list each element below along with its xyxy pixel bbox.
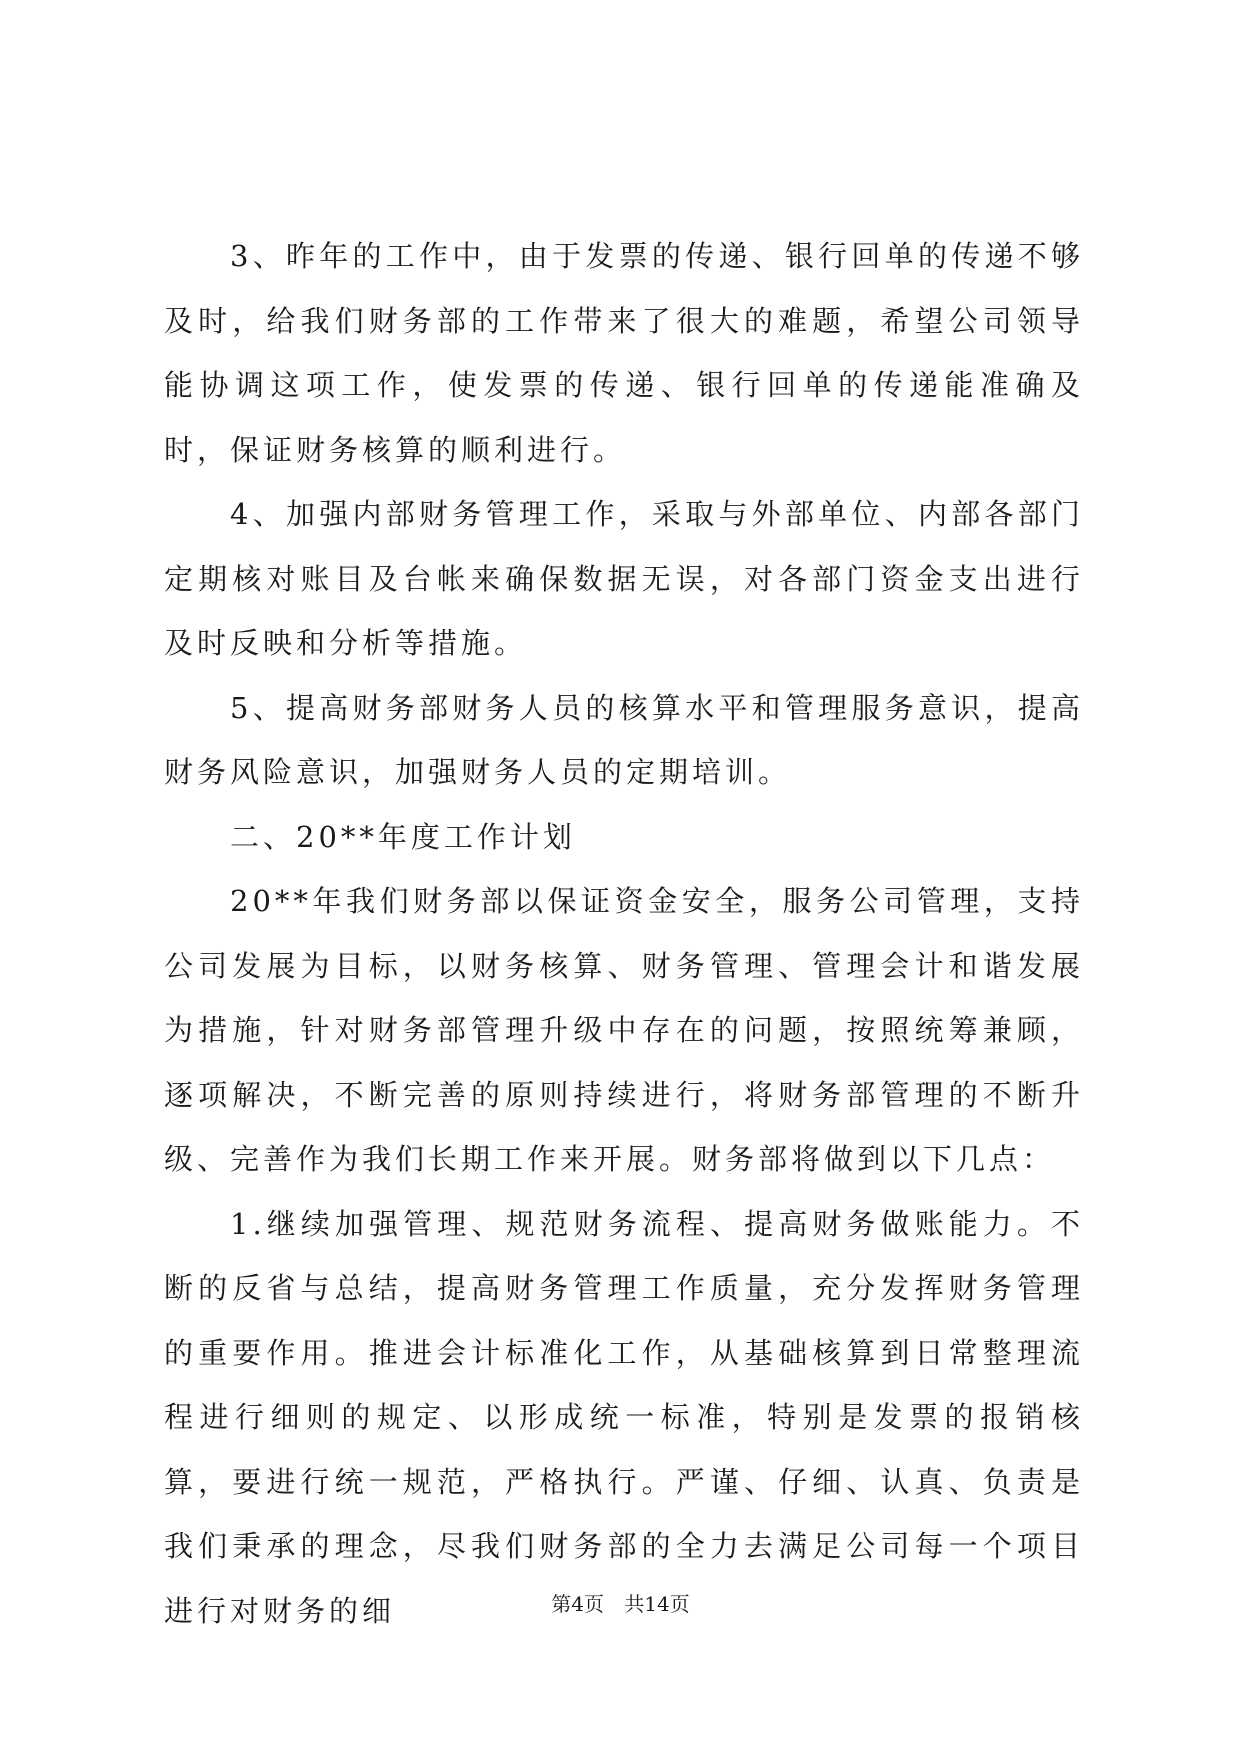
page-footer [0,1590,1241,1618]
section-heading-plan: 二、20**年度工作计划 [230,819,576,854]
paragraph-plan-intro: 20**年我们财务部以保证资金安全，服务公司管理，支持公司发展为目标，以财务核算、财务管理、管理会计和谐发展为措施，针对财务部管理升级中存在的问题，按照统筹兼顾，逐项解决，不断完善的原则持续进行，将财务部管理的不断升级、完善作为我们长期工作来开展。财务部将做到以下几点： [164,884,1084,1176]
paragraph-plan-point-1: 1.继续加强管理、规范财务流程、提高财务做账能力。不断的反省与总结，提高财务管理工作质量，充分发挥财务管理的重要作用。推进会计标准化工作，从基础核算到日常整理流程进行细则的规定、以形成统一标准，特别是发票的报销核算，要进行统一规范，严格执行。严谨、仔细、认真、负责是我们秉承的理念，尽我们财务部的全力去满足公司每一个项目进行对财务的细 [164,1206,1084,1628]
page-total: 共14页 [624,1592,690,1616]
paragraph-item-5: 5、提高财务部财务人员的核算水平和管理服务意识，提高财务风险意识，加强财务人员的定期培训。 [164,690,1084,789]
page-number: 第4页 [551,1592,604,1616]
document-body [164,224,1084,1643]
paragraph-item-3: 3、昨年的工作中，由于发票的传递、银行回单的传递不够及时，给我们财务部的工作带来了很大的难题，希望公司领导能协调这项工作，使发票的传递、银行回单的传递能准确及时，保证财务核算的顺利进行。 [164,239,1084,467]
paragraph-item-4: 4、加强内部财务管理工作，采取与外部单位、内部各部门定期核对账目及台帐来确保数据无误，对各部门资金支出进行及时反映和分析等措施。 [164,497,1084,660]
